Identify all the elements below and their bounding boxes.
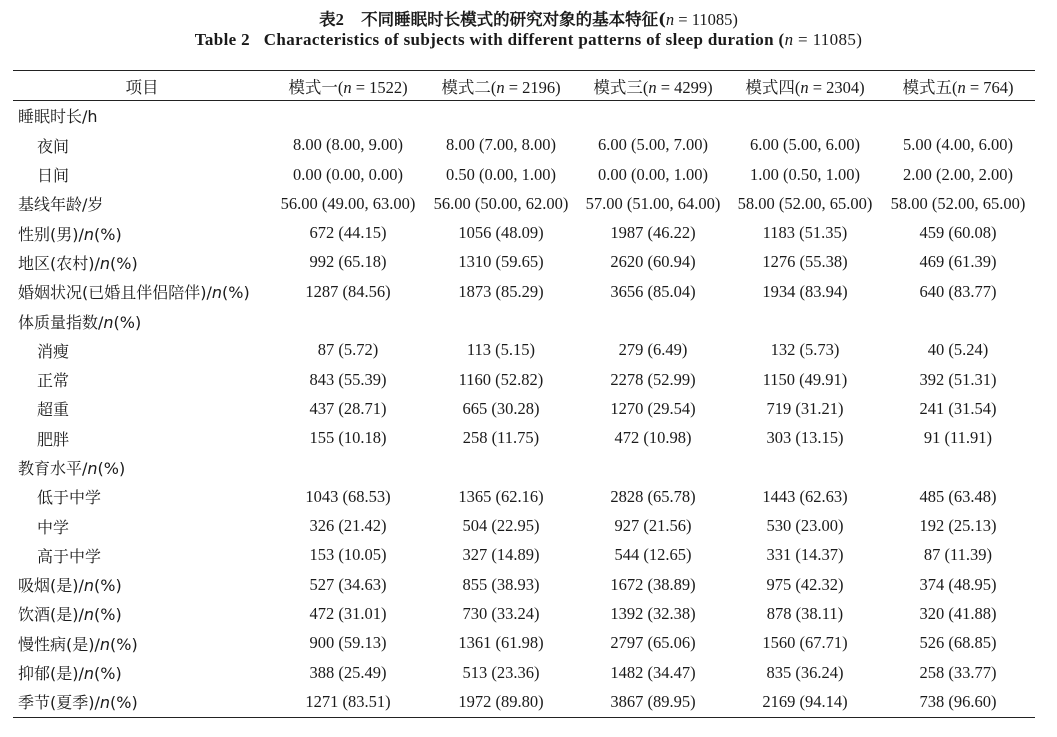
- cell-pattern-2: 513 (23.36): [462, 662, 540, 682]
- cell-pattern-2: 665 (30.28): [462, 398, 540, 418]
- table-row: [13, 189, 1035, 218]
- table-row: [13, 658, 1035, 687]
- table-title-cn-prefix: 表: [319, 10, 336, 29]
- cell-pattern-3: 3867 (89.95): [610, 691, 696, 711]
- row-label: 睡眠时长/h: [18, 107, 98, 127]
- table-title-en-eq: = 11085): [793, 30, 863, 49]
- cell-pattern-5: 469 (61.39): [919, 252, 997, 272]
- cell-pattern-5: 40 (5.24): [927, 340, 989, 360]
- table-header-row: [13, 71, 1035, 101]
- cell-pattern-4: 6.00 (5.00, 6.00): [750, 135, 860, 155]
- table-row: [13, 365, 1035, 394]
- cell-pattern-1: 326 (21.42): [309, 516, 387, 536]
- cell-pattern-1: 992 (65.18): [309, 252, 387, 272]
- cell-pattern-4: [729, 101, 881, 131]
- table-row: [13, 541, 1035, 570]
- table-title-cn-number: 2: [335, 10, 344, 29]
- cell-pattern-2: 8.00 (7.00, 8.00): [446, 135, 556, 155]
- cell-pattern-4: 530 (23.00): [766, 516, 844, 536]
- table-row: [13, 248, 1035, 277]
- cell-pattern-3: 1270 (29.54): [610, 398, 696, 418]
- cell-pattern-4: 719 (31.21): [766, 398, 844, 418]
- cell-pattern-3: 472 (10.98): [614, 428, 692, 448]
- table-title-en-prefix: Table 2: [194, 30, 250, 49]
- cell-pattern-3: 2828 (65.78): [610, 486, 696, 506]
- cell-pattern-1: [271, 306, 425, 335]
- table-row: [13, 394, 1035, 423]
- cell-pattern-2: 504 (22.95): [462, 516, 540, 536]
- cell-pattern-3: 1672 (38.89): [610, 574, 696, 594]
- cell-pattern-5: [881, 101, 1035, 131]
- table-body: [13, 101, 1035, 717]
- cell-pattern-1: 153 (10.05): [309, 545, 387, 565]
- cell-pattern-4: 975 (42.32): [766, 574, 844, 594]
- cell-pattern-5: 2.00 (2.00, 2.00): [903, 164, 1013, 184]
- row-label: 基线年龄/岁: [18, 195, 104, 215]
- header-item: 项目: [125, 77, 159, 97]
- cell-pattern-3: 3656 (85.04): [610, 281, 696, 301]
- cell-pattern-2: 730 (33.24): [462, 603, 540, 623]
- cell-pattern-1: 0.00 (0.00, 0.00): [293, 164, 403, 184]
- cell-pattern-3: [577, 101, 729, 131]
- cell-pattern-3: [577, 453, 729, 482]
- row-label: 低于中学: [37, 488, 102, 508]
- cell-pattern-2: 1056 (48.09): [458, 223, 544, 243]
- cell-pattern-1: 388 (25.49): [309, 662, 387, 682]
- cell-pattern-5: 241 (31.54): [919, 398, 997, 418]
- cell-pattern-5: 192 (25.13): [919, 516, 997, 536]
- table-title-en-n: n: [784, 30, 794, 49]
- header-pattern-2: 模式二(n = 2196): [441, 77, 561, 97]
- cell-pattern-5: 320 (41.88): [919, 603, 997, 623]
- row-label: 正常: [37, 371, 70, 391]
- table-row: [13, 424, 1035, 453]
- cell-pattern-5: 392 (51.31): [919, 369, 997, 389]
- row-label: 吸烟(是)/n(%): [18, 576, 122, 596]
- cell-pattern-5: 58.00 (52.00, 65.00): [890, 193, 1026, 213]
- row-label: 肥胖: [37, 429, 70, 449]
- cell-pattern-5: 91 (11.91): [923, 428, 993, 448]
- cell-pattern-4: 1183 (51.35): [762, 223, 848, 243]
- cell-pattern-2: 258 (11.75): [462, 428, 540, 448]
- cell-pattern-5: 87 (11.39): [923, 545, 993, 565]
- cell-pattern-5: 640 (83.77): [919, 281, 997, 301]
- row-label: 地区(农村)/n(%): [18, 253, 138, 273]
- table-row: [13, 599, 1035, 628]
- cell-pattern-2: [425, 306, 577, 335]
- cell-pattern-1: [271, 453, 425, 482]
- cell-pattern-4: 1560 (67.71): [762, 633, 848, 653]
- table-row: [13, 336, 1035, 365]
- cell-pattern-1: 672 (44.15): [309, 223, 387, 243]
- table-row: [13, 629, 1035, 658]
- cell-pattern-3: 0.00 (0.00, 1.00): [598, 164, 708, 184]
- cell-pattern-5: 5.00 (4.00, 6.00): [903, 135, 1013, 155]
- cell-pattern-1: 472 (31.01): [309, 603, 387, 623]
- row-label: 夜间: [37, 136, 70, 156]
- cell-pattern-2: 56.00 (50.00, 62.00): [433, 193, 569, 213]
- cell-pattern-3: 6.00 (5.00, 7.00): [598, 135, 708, 155]
- cell-pattern-2: 1972 (89.80): [458, 691, 544, 711]
- header-pattern-3: 模式三(n = 4299): [593, 77, 713, 97]
- table-title-cn-text: 不同睡眠时长模式的研究对象的基本特征(: [361, 10, 666, 29]
- cell-pattern-1: 87 (5.72): [317, 340, 379, 360]
- cell-pattern-2: 1310 (59.65): [458, 252, 544, 272]
- cell-pattern-2: 1361 (61.98): [458, 633, 544, 653]
- row-label: 中学: [37, 517, 70, 537]
- cell-pattern-1: 155 (10.18): [309, 428, 387, 448]
- cell-pattern-3: 544 (12.65): [614, 545, 692, 565]
- table-row: [13, 131, 1035, 160]
- table-row: [13, 218, 1035, 247]
- row-label: 抑郁(是)/n(%): [18, 664, 122, 684]
- cell-pattern-4: 1.00 (0.50, 1.00): [750, 164, 860, 184]
- cell-pattern-4: 132 (5.73): [770, 340, 840, 360]
- cell-pattern-3: 1482 (34.47): [610, 662, 696, 682]
- table-title-en-text: Characteristics of subjects with different patterns of sleep duration (: [263, 30, 785, 49]
- cell-pattern-2: 113 (5.15): [466, 340, 536, 360]
- header-pattern-1: 模式一(n = 1522): [288, 77, 408, 97]
- cell-pattern-4: 331 (14.37): [766, 545, 844, 565]
- table-title-cn-eq: = 11085): [674, 10, 738, 29]
- table-row: [13, 101, 1035, 131]
- cell-pattern-1: 843 (55.39): [309, 369, 387, 389]
- cell-pattern-3: 2278 (52.99): [610, 369, 696, 389]
- cell-pattern-1: 8.00 (8.00, 9.00): [293, 135, 403, 155]
- cell-pattern-4: 1443 (62.63): [762, 486, 848, 506]
- cell-pattern-1: 1287 (84.56): [305, 281, 391, 301]
- table-row: [13, 277, 1035, 306]
- cell-pattern-4: 1150 (49.91): [762, 369, 848, 389]
- row-label: 性别(男)/n(%): [18, 224, 122, 244]
- cell-pattern-2: 1160 (52.82): [458, 369, 544, 389]
- table-title-cn: [0, 6, 1057, 30]
- table-row: [13, 482, 1035, 511]
- cell-pattern-4: 835 (36.24): [766, 662, 844, 682]
- row-label: 日间: [37, 166, 70, 186]
- table-row: [13, 570, 1035, 599]
- cell-pattern-1: 56.00 (49.00, 63.00): [280, 193, 416, 213]
- table-row: [13, 160, 1035, 189]
- row-label: 婚姻状况(已婚且伴侣陪伴)/n(%): [18, 283, 250, 303]
- cell-pattern-5: 459 (60.08): [919, 223, 997, 243]
- row-label: 体质量指数/n(%): [18, 312, 142, 332]
- cell-pattern-4: 1276 (55.38): [762, 252, 848, 272]
- cell-pattern-2: 1873 (85.29): [458, 281, 544, 301]
- cell-pattern-5: 374 (48.95): [919, 574, 997, 594]
- cell-pattern-2: 1365 (62.16): [458, 486, 544, 506]
- table-title-cn-n: n: [665, 10, 675, 29]
- cell-pattern-2: 0.50 (0.00, 1.00): [446, 164, 556, 184]
- row-label: 消瘦: [37, 341, 70, 361]
- cell-pattern-1: 1043 (68.53): [305, 486, 391, 506]
- cell-pattern-3: [577, 306, 729, 335]
- row-label: 慢性病(是)/n(%): [18, 634, 138, 654]
- row-label: 教育水平/n(%): [18, 459, 126, 478]
- cropped-footnote: [220, 730, 740, 737]
- cell-pattern-3: 1392 (32.38): [610, 603, 696, 623]
- cell-pattern-4: 878 (38.11): [766, 603, 844, 623]
- cell-pattern-1: [271, 101, 425, 131]
- table-row: [13, 687, 1035, 717]
- cell-pattern-3: 2797 (65.06): [610, 633, 696, 653]
- cell-pattern-5: 526 (68.85): [919, 633, 997, 653]
- row-label: 高于中学: [37, 546, 102, 566]
- cell-pattern-5: [881, 306, 1035, 335]
- header-pattern-4: 模式四(n = 2304): [745, 77, 865, 97]
- cell-pattern-5: 485 (63.48): [919, 486, 997, 506]
- table-row: [13, 511, 1035, 540]
- cell-pattern-4: [729, 453, 881, 482]
- cell-pattern-3: 2620 (60.94): [610, 252, 696, 272]
- table-row: [13, 453, 1035, 482]
- cell-pattern-5: [881, 453, 1035, 482]
- cell-pattern-4: [729, 306, 881, 335]
- row-label: 饮酒(是)/n(%): [18, 605, 122, 625]
- cell-pattern-4: 1934 (83.94): [762, 281, 848, 301]
- row-label: 季节(夏季)/n(%): [18, 693, 138, 713]
- cell-pattern-4: 303 (13.15): [766, 428, 844, 448]
- cell-pattern-4: 58.00 (52.00, 65.00): [737, 193, 873, 213]
- cell-pattern-5: 738 (96.60): [919, 691, 997, 711]
- cell-pattern-2: [425, 101, 577, 131]
- cell-pattern-2: [425, 453, 577, 482]
- cell-pattern-1: 527 (34.63): [309, 574, 387, 594]
- cell-pattern-3: 927 (21.56): [614, 516, 692, 536]
- table-title-en: [0, 30, 1057, 50]
- table-row: [13, 306, 1035, 335]
- row-label: 超重: [37, 400, 70, 420]
- characteristics-table: [13, 70, 1035, 718]
- cell-pattern-3: 1987 (46.22): [610, 223, 696, 243]
- header-pattern-5: 模式五(n = 764): [902, 77, 1014, 97]
- cell-pattern-5: 258 (33.77): [919, 662, 997, 682]
- cell-pattern-1: 900 (59.13): [309, 633, 387, 653]
- cell-pattern-1: 437 (28.71): [309, 398, 387, 418]
- cell-pattern-2: 855 (38.93): [462, 574, 540, 594]
- cell-pattern-4: 2169 (94.14): [762, 691, 848, 711]
- cell-pattern-1: 1271 (83.51): [305, 691, 391, 711]
- cell-pattern-3: 57.00 (51.00, 64.00): [585, 193, 721, 213]
- cell-pattern-2: 327 (14.89): [462, 545, 540, 565]
- cell-pattern-3: 279 (6.49): [618, 340, 688, 360]
